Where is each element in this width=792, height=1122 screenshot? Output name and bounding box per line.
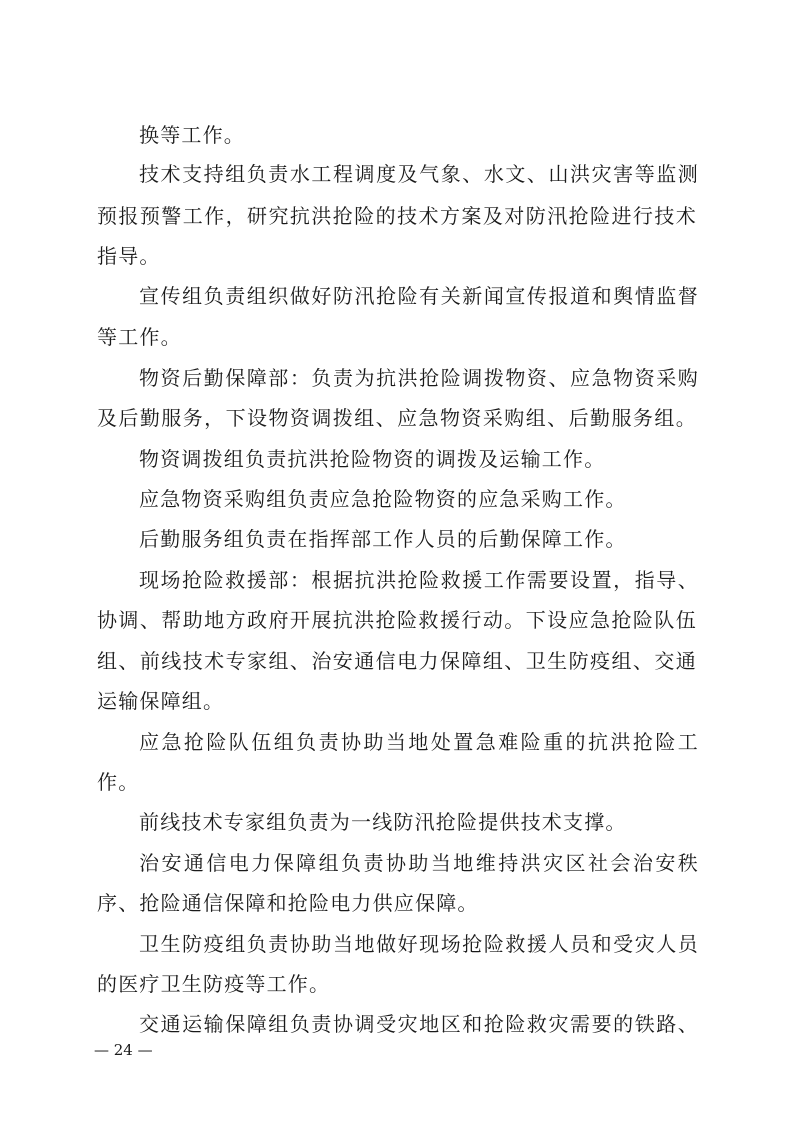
text-line: 治安通信电力保障组负责协助当地维持洪灾区社会治安秩 xyxy=(139,851,699,875)
text-line: 及后勤服务，下设物资调拨组、应急物资采购组、后勤服务组。 xyxy=(97,406,697,430)
text-line: 后勤服务组负责在指挥部工作人员的后勤保障工作。 xyxy=(139,527,627,551)
text-line: 现场抢险救援部：根据抗洪抢险救援工作需要设置，指导、 xyxy=(139,568,699,592)
text-line: 协调、帮助地方政府开展抗洪抢险救援行动。下设应急抢险队伍 xyxy=(97,608,697,632)
text-line: 卫生防疫组负责协助当地做好现场抢险救援人员和受灾人员 xyxy=(139,932,699,956)
text-line: 交通运输保障组负责协调受灾地区和抢险救灾需要的铁路、 xyxy=(139,1012,699,1036)
text-line: 物资后勤保障部：负责为抗洪抢险调拨物资、应急物资采购 xyxy=(139,366,699,390)
page-number: — 24 — xyxy=(94,1041,153,1059)
text-line: 前线技术专家组负责为一线防汛抢险提供技术支撑。 xyxy=(139,810,627,834)
text-line: 技术支持组负责水工程调度及气象、水文、山洪灾害等监测 xyxy=(139,162,699,186)
text-line: 等工作。 xyxy=(97,325,182,349)
text-line: 物资调拨组负责抗洪抢险物资的调拨及运输工作。 xyxy=(139,447,606,471)
text-line: 序、抢险通信保障和抢险电力供应保障。 xyxy=(97,891,479,915)
text-line: 预报预警工作，研究抗洪抢险的技术方案及对防汛抢险进行技术 xyxy=(97,204,697,228)
text-line: 的医疗卫生防疫等工作。 xyxy=(97,972,331,996)
text-line: 换等工作。 xyxy=(139,123,245,147)
text-line: 应急物资采购组负责应急抢险物资的应急采购工作。 xyxy=(139,487,627,511)
text-line: 组、前线技术专家组、治安通信电力保障组、卫生防疫组、交通 xyxy=(97,649,697,673)
text-line: 指导。 xyxy=(97,244,161,268)
text-line: 运输保障组。 xyxy=(97,689,225,713)
text-line: 作。 xyxy=(97,770,140,794)
text-line: 应急抢险队伍组负责协助当地处置急难险重的抗洪抢险工 xyxy=(139,730,699,754)
text-line: 宣传组负责组织做好防汛抢险有关新闻宣传报道和舆情监督 xyxy=(139,284,699,308)
